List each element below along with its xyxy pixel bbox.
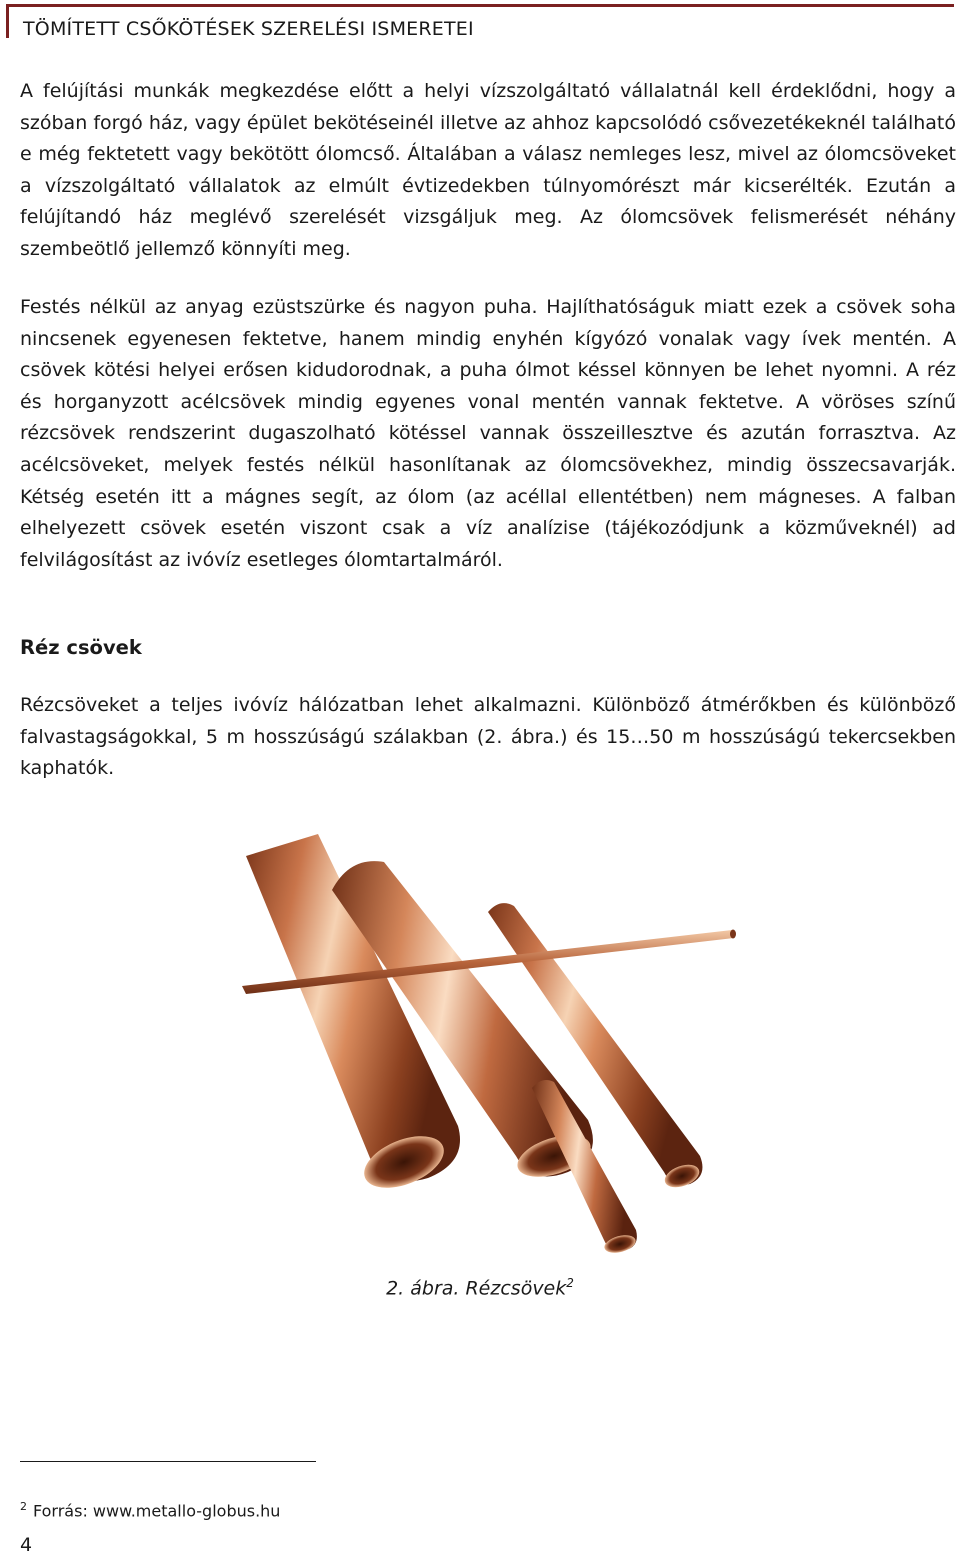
section-heading: Réz csövek [20, 636, 142, 659]
copper-rod-end [730, 930, 736, 939]
figure-caption-text: 2. ábra. Rézcsövek [386, 1277, 567, 1300]
header-title: TÖMÍTETT CSŐKÖTÉSEK SZERELÉSI ISMERETEI [23, 18, 474, 40]
paragraph-identification: Festés nélkül az anyag ezüstszürke és nagyon puha. Hajlíthatóságuk miatt ezek a csövek soha nincsenek egyenesen fektetve, hanem mindig enyhén kígyózó vonalak vagy ívek mentén. A csövek kötési helyei erősen kidudorodnak, a puha ólmot késsel könnyen be lehet nyomni. A réz és horganyzott acélcsövek mindig egyenes vonal mentén vannak fektetve. A vöröses színű rézcsövek rendszerint dugaszolható kötéssel vannak összeillesztve és azután forrasztva. Az acélcsöveket, melyek festés nélkül hasonlítanak az ólomcsövekhez, mindig összecsavarják. Kétség esetén itt a mágnes segít, az ólom (az acéllal ellentétben) nem mágneses. A falban elhelyezett csövek esetén viszont csak a víz analízise (tájékozódjunk a közműveknél) ad felvilágosítást az ivóvíz esetleges ólomtartalmáról. [20, 296, 956, 571]
footnote-text: Forrás: www.metallo-globus.hu [33, 1501, 281, 1521]
caption-footnote-ref: 2 [566, 1276, 574, 1290]
paragraph-copper-pipes: Rézcsöveket a teljes ivóvíz hálózatban lehet alkalmazni. Különböző átmérőkben és különböző falvastagságokkal, 5 m hosszúságú szálakban (2. ábra.) és 15…50 m hosszúságú tekercsekben kaphatók. [20, 694, 956, 780]
page-header [6, 4, 954, 38]
figure-caption [0, 1276, 960, 1299]
footnote-separator [20, 1461, 316, 1462]
page-number: 4 [20, 1534, 33, 1556]
copper-pipes-figure [232, 826, 760, 1258]
copper-pipes-illustration [232, 826, 760, 1258]
paragraph-lead-pipes: A felújítási munkák megkezdése előtt a helyi vízszolgáltató vállalatnál kell érdeklődni, hogy a szóban forgó ház, vagy épület bekötéseinél illetve az ahhoz kapcsolódó csővezetékeknél található e még fektetett vagy bekötött ólomcső. Általában a válasz nemleges lesz, mivel az ólomcsöveket a vízszolgáltató vállalatok az elmúlt évtizedekben túlnyomórészt már kicserélték. Ezután a felújítandó ház meglévő szerelését vizsgáljuk meg. Az ólomcsövek felismerését néhány szembeötlő jellemző könnyíti meg. [20, 80, 956, 260]
footnote [20, 1500, 280, 1520]
footnote-marker: 2 [20, 1500, 27, 1513]
